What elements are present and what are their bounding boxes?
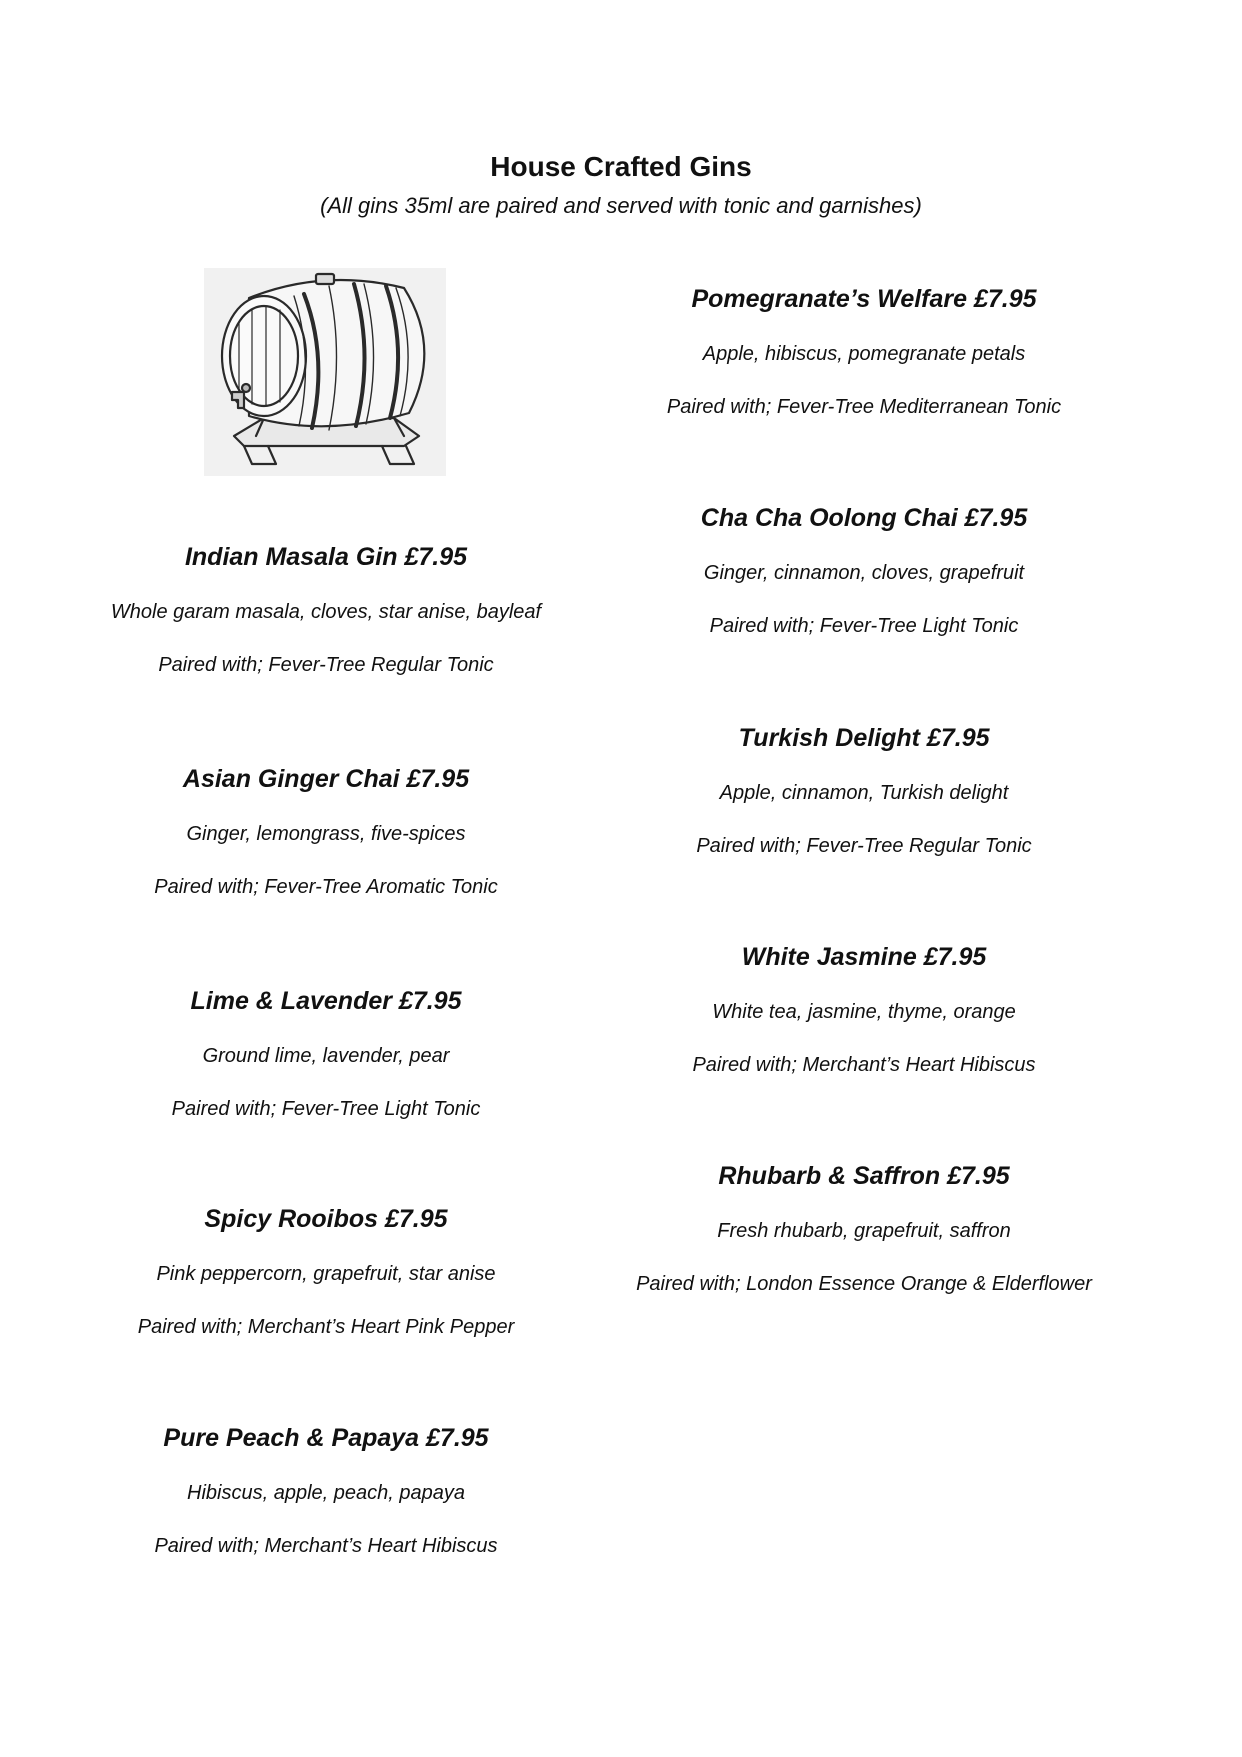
item-name: Cha Cha Oolong Chai £7.95 — [700, 504, 1028, 532]
item-name: Spicy Rooibos £7.95 — [204, 1205, 448, 1233]
item-botanicals: Ginger, lemongrass, five-spices — [186, 823, 466, 845]
menu-subtitle: (All gins 35ml are paired and served with tonic and garnishes) — [320, 193, 922, 218]
item-pairing: Paired with; Fever-Tree Light Tonic — [709, 615, 1019, 637]
item-pairing: Paired with; Fever-Tree Regular Tonic — [696, 835, 1032, 857]
menu-item — [36, 1423, 616, 1559]
barrel-icon — [204, 268, 446, 476]
item-pairing: Paired with; Merchant’s Heart Hibiscus — [154, 1535, 498, 1557]
item-pairing: Paired with; Merchant’s Heart Hibiscus — [692, 1054, 1036, 1076]
item-pairing: Paired with; Fever-Tree Aromatic Tonic — [154, 876, 498, 898]
item-name: Turkish Delight £7.95 — [738, 724, 990, 752]
item-botanicals: Ground lime, lavender, pear — [202, 1045, 450, 1067]
item-name: White Jasmine £7.95 — [741, 943, 987, 971]
item-pairing: Paired with; Merchant’s Heart Pink Pepper — [137, 1316, 515, 1338]
menu-item — [574, 284, 1154, 420]
menu-title: House Crafted Gins — [490, 151, 752, 182]
item-pairing: Paired with; Fever-Tree Mediterranean Tonic — [666, 396, 1062, 418]
item-name: Indian Masala Gin £7.95 — [184, 543, 468, 571]
item-pairing: Paired with; Fever-Tree Regular Tonic — [158, 654, 494, 676]
item-botanicals: Apple, hibiscus, pomegranate petals — [702, 343, 1026, 365]
item-pairing: Paired with; London Essence Orange & Elderflower — [636, 1273, 1092, 1295]
menu-item — [574, 503, 1154, 639]
menu-item — [36, 1204, 616, 1340]
menu-item — [574, 1161, 1154, 1297]
item-botanicals: Ginger, cinnamon, cloves, grapefruit — [703, 562, 1025, 584]
item-name: Rhubarb & Saffron £7.95 — [718, 1162, 1010, 1190]
menu-item — [574, 723, 1154, 859]
item-botanicals: Apple, cinnamon, Turkish delight — [719, 782, 1009, 804]
item-botanicals: Fresh rhubarb, grapefruit, saffron — [717, 1220, 1011, 1242]
menu-item — [36, 542, 616, 678]
item-pairing: Paired with; Fever-Tree Light Tonic — [171, 1098, 481, 1120]
menu-item — [36, 764, 616, 900]
menu-item — [574, 942, 1154, 1078]
item-botanicals: Whole garam masala, cloves, star anise, bayleaf — [110, 601, 542, 623]
item-name: Lime & Lavender £7.95 — [190, 987, 462, 1015]
item-botanicals: White tea, jasmine, thyme, orange — [712, 1001, 1016, 1023]
menu-item — [36, 986, 616, 1122]
item-name: Pure Peach & Papaya £7.95 — [163, 1424, 489, 1452]
item-botanicals: Hibiscus, apple, peach, papaya — [187, 1482, 465, 1504]
item-name: Pomegranate’s Welfare £7.95 — [691, 285, 1037, 313]
item-name: Asian Ginger Chai £7.95 — [182, 765, 470, 793]
item-botanicals: Pink peppercorn, grapefruit, star anise — [156, 1263, 496, 1285]
